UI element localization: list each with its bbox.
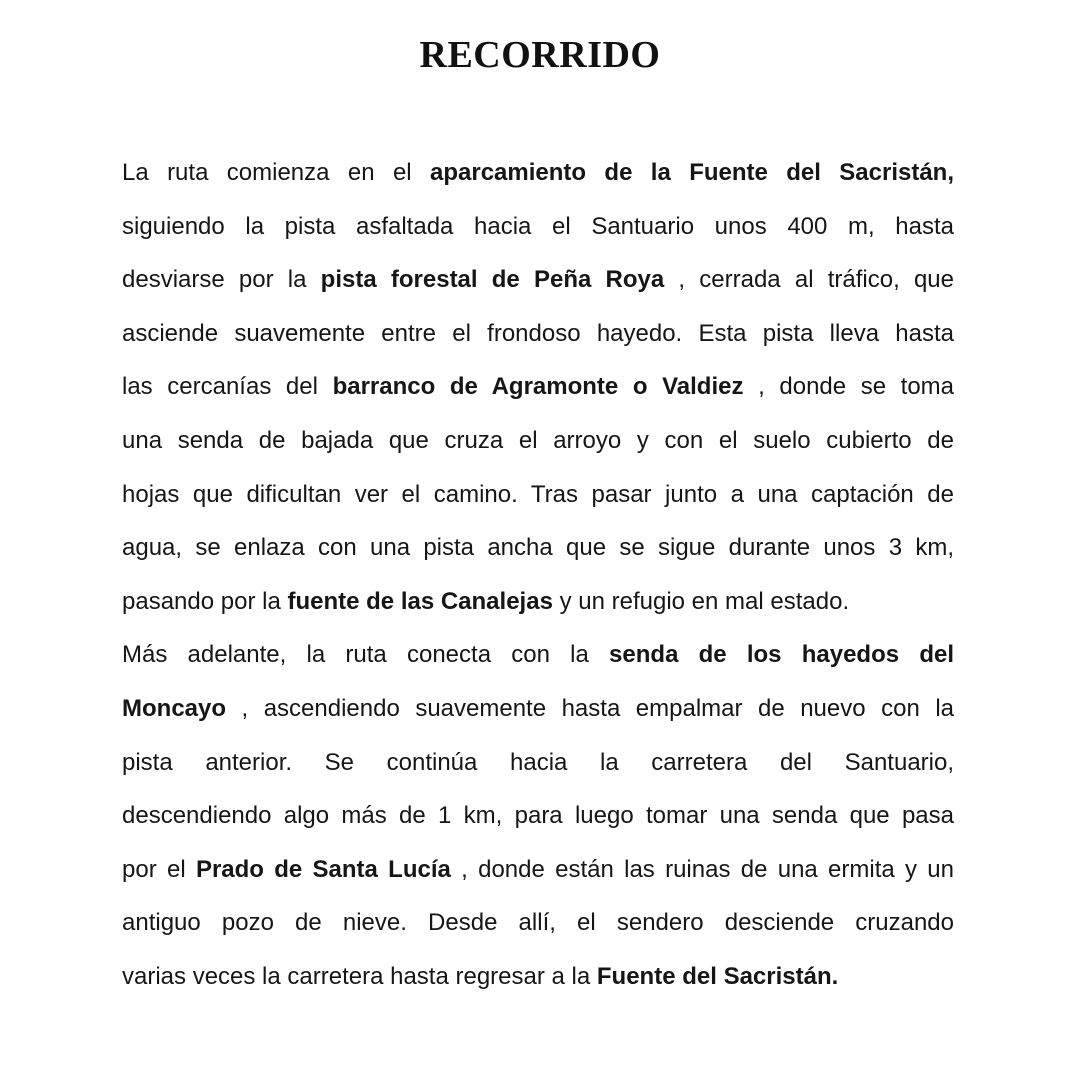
text-line xyxy=(122,307,954,361)
text-run: asciende suavemente entre el frondoso hayedo. Esta pista lleva hasta xyxy=(122,319,954,347)
text-run: , donde están las ruinas de una ermita y un xyxy=(461,855,954,883)
text-run-bold: fuente de las Canalejas xyxy=(287,587,553,615)
text-run-bold: aparcamiento de la Fuente del Sacristán, xyxy=(430,159,955,186)
text-run-bold: Fuente del Sacristán. xyxy=(596,962,839,990)
text-line xyxy=(122,950,954,1004)
page-title: RECORRIDO xyxy=(419,34,661,76)
text-line xyxy=(122,628,954,682)
text-paragraph xyxy=(122,628,954,1003)
text-line xyxy=(122,682,954,736)
text-run: y un refugio en mal estado. xyxy=(559,587,850,615)
text-run: Más adelante, la ruta conecta con la xyxy=(122,641,610,669)
text-run-bold: barranco de Agramonte o Valdiez xyxy=(332,373,744,401)
text-run: descendiendo algo más de 1 km, para luego tomar una senda que pasa xyxy=(122,802,954,830)
text-run: hojas que dificultan ver el camino. Tras pasar junto a una captación de xyxy=(122,480,954,508)
text-line xyxy=(122,789,954,843)
text-run-bold: senda de los hayedos del xyxy=(609,641,954,669)
text-run: por el xyxy=(122,855,196,883)
text-run: pista anterior. Se continúa hacia la carretera del Santuario, xyxy=(122,748,954,776)
text-line xyxy=(122,468,954,522)
text-run: , cerrada al tráfico, que xyxy=(678,266,954,294)
text-line xyxy=(122,736,954,790)
text-run-bold: Moncayo xyxy=(122,694,227,722)
text-line xyxy=(122,146,954,200)
text-line xyxy=(122,896,954,950)
text-run: , ascendiendo suavemente hasta empalmar de nuevo con la xyxy=(241,694,954,722)
text-run: La ruta comienza en el xyxy=(122,159,430,186)
text-line xyxy=(122,843,954,897)
text-line xyxy=(122,200,954,254)
text-run: agua, se enlaza con una pista ancha que se sigue durante unos 3 km, xyxy=(122,534,954,562)
text-line xyxy=(122,521,954,575)
text-run-bold: pista forestal de Peña Roya xyxy=(320,266,665,294)
text-run: siguiendo la pista asfaltada hacia el Santuario unos 400 m, hasta xyxy=(122,212,954,240)
text-paragraph xyxy=(122,146,954,628)
text-run: las cercanías del xyxy=(122,373,333,401)
text-run: , donde se toma xyxy=(758,373,955,401)
text-run: desviarse por la xyxy=(122,266,321,294)
text-line xyxy=(122,360,954,414)
text-line xyxy=(122,253,954,307)
text-run: varias veces la carretera hasta regresar a la xyxy=(122,962,597,990)
document-body xyxy=(122,146,954,1004)
text-run-bold: Prado de Santa Lucía xyxy=(195,855,451,883)
text-run: antiguo pozo de nieve. Desde allí, el sendero desciende cruzando xyxy=(122,909,954,937)
text-line xyxy=(122,575,954,629)
text-run: una senda de bajada que cruza el arroyo y con el suelo cubierto de xyxy=(122,426,954,454)
text-run: pasando por la xyxy=(122,587,288,615)
text-line xyxy=(122,414,954,468)
